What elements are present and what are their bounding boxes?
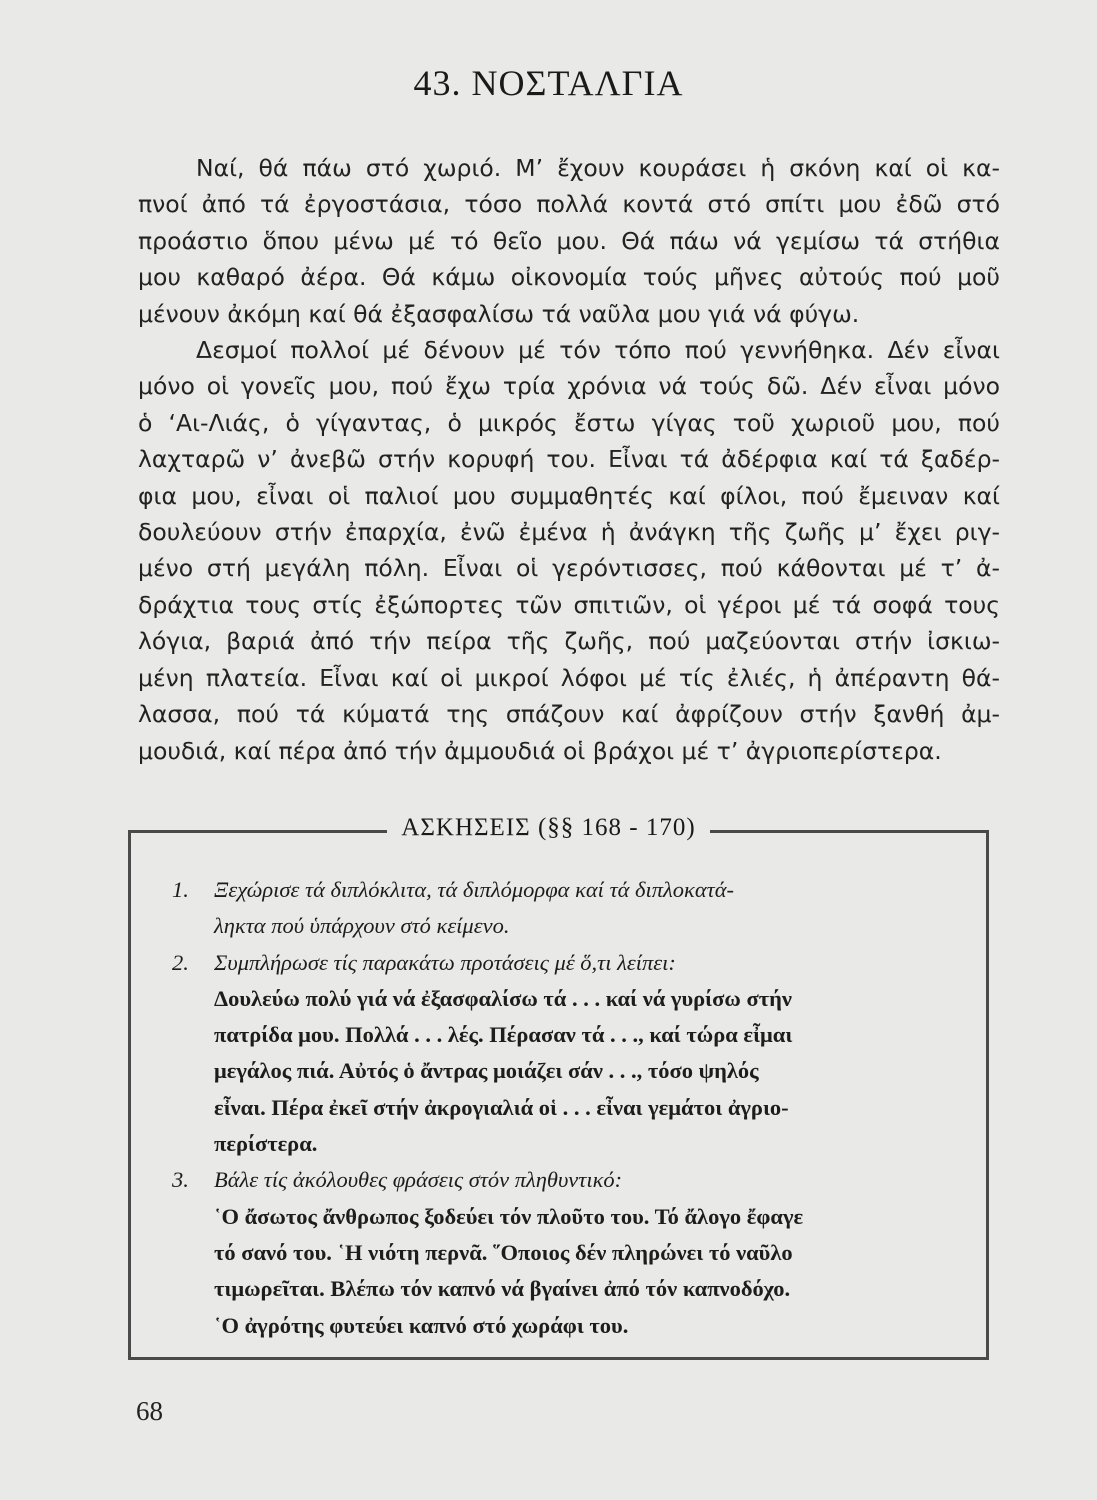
- exercise-text-line: τό σανό του. ῾Η νιότη περνᾶ. ῞Οποιος δέν πληρώνει τό ναῦλο: [214, 1239, 793, 1265]
- body-line: μένη πλατεία. Εἶναι καί οἱ μικροί λόφοι μέ τίς ἐλιές, ἡ ἀπέραντη θά-: [138, 663, 1000, 692]
- exercise-text-line: τιμωρεῖται. Βλέπω τόν καπνό νά βγαίνει ἀπό τόν καπνοδόχο.: [214, 1276, 791, 1302]
- exercise-item: [172, 872, 972, 945]
- body-line: μου καθαρό ἀέρα. Θά κάμω οἰκονομία τούς μῆνες αὐτούς πού μοῦ: [138, 263, 1000, 292]
- exercise-instruction-line: Βάλε τίς ἀκόλουθες φράσεις στόν πληθυντικό:: [214, 1167, 623, 1193]
- page-number: 68: [136, 1396, 163, 1426]
- body-line: λαχταρῶ ν’ ἀνεβῶ στήν κορυφή του. Εἶναι τά ἀδέρφια καί τά ξαδέρ-: [138, 445, 1000, 474]
- exercise-number: 3.: [172, 1167, 189, 1193]
- body-line: πνοί ἀπό τά ἐργοστάσια, τόσο πολλά κοντά στό σπίτι μου ἐδῶ στό: [138, 190, 1000, 219]
- exercise-text-line: πατρίδα μου. Πολλά . . . λές. Πέρασαν τά . . ., καί τώρα εἶμαι: [214, 1022, 793, 1048]
- exercise-instruction-line: Συμπλήρωσε τίς παρακάτω προτάσεις μέ ὅ,τι λείπει:: [214, 949, 676, 975]
- body-line: Δεσμοί πολλοί μέ δένουν μέ τόν τόπο πού γεννήθηκα. Δέν εἶναι: [196, 336, 1000, 365]
- body-line: μένο στή μεγάλη πόλη. Εἶναι οἱ γερόντισσες, πού κάθονται μέ τ’ ἀ-: [138, 554, 1000, 583]
- exercise-instruction-line: Ξεχώρισε τά διπλόκλιτα, τά διπλόμορφα καί τά διπλοκατά-: [214, 877, 734, 902]
- exercise-text-line: εἶναι. Πέρα ἐκεῖ στήν ἀκρογιαλιά οἱ . . . εἶναι γεμάτοι ἀγριο-: [214, 1094, 789, 1120]
- exercises-list: [172, 872, 972, 1344]
- exercise-text-line: μεγάλος πιά. Αὐτός ὁ ἄντρας μοιάζει σάν . . ., τόσο ψηλός: [214, 1058, 759, 1084]
- body-line: φια μου, εἶναι οἱ παλιοί μου συμμαθητές καί φίλοι, πού ἔμειναν καί: [138, 481, 1000, 510]
- exercise-text-line: ῾Ο ἄσωτος ἄνθρωπος ξοδεύει τόν πλοῦτο του. Τό ἄλογο ἔφαγε: [214, 1203, 804, 1229]
- exercise-number: 1.: [172, 877, 189, 902]
- chapter-title: 43. ΝΟΣΤΑΛΓΙΑ: [413, 63, 684, 103]
- exercise-text-line: ῾Ο ἀγρότης φυτεύει καπνό στό χωράφι του.: [214, 1312, 629, 1338]
- body-line: Ναί, θά πάω στό χωριό. Μ’ ἔχουν κουράσει ἡ σκόνη καί οἱ κα-: [196, 154, 1000, 182]
- exercise-item: [172, 945, 972, 1163]
- exercises-heading: ΑΣΚΗΣΕΙΣ (§§ 168 - 170): [387, 814, 709, 842]
- exercise-instruction-line: ληκτα πού ὑπάρχουν στό κείμενο.: [214, 913, 510, 939]
- body-line: λόγια, βαριά ἀπό τήν πείρα τῆς ζωῆς, πού μαζεύονται στήν ἰσκιω-: [138, 627, 1000, 656]
- chapter-body-text: [138, 150, 1000, 769]
- body-line: μουδιά, καί πέρα ἀπό τήν ἀμμουδιά οἱ βράχοι μέ τ’ ἀγριοπερίστερα.: [138, 736, 942, 765]
- body-line: δουλεύουν στήν ἐπαρχία, ἐνῶ ἐμένα ἡ ἀνάγκη τῆς ζωῆς μ’ ἔχει ριγ-: [138, 518, 1000, 547]
- exercise-item: [172, 1162, 972, 1343]
- exercise-number: 2.: [172, 949, 189, 975]
- exercise-text-line: Δουλεύω πολύ γιά νά ἐξασφαλίσω τά . . . καί νά γυρίσω στήν: [214, 985, 792, 1011]
- body-line: μόνο οἱ γονεῖς μου, πού ἔχω τρία χρόνια νά τούς δῶ. Δέν εἶναι μόνο: [138, 372, 1000, 401]
- exercises-heading-wrap: [0, 814, 1097, 842]
- body-line: μένουν ἀκόμη καί θά ἐξασφαλίσω τά ναῦλα μου γιά νά φύγω.: [138, 299, 860, 328]
- body-line: προάστιο ὅπου μένω μέ τό θεῖο μου. Θά πάω νά γεμίσω τά στήθια: [138, 226, 1000, 255]
- body-line: λασσα, πού τά κύματά της σπάζουν καί ἀφρίζουν στήν ξανθή ἀμ-: [138, 700, 1000, 729]
- body-line: δράχτια τους στίς ἐξώπορτες τῶν σπιτιῶν, οἱ γέροι μέ τά σοφά τους: [138, 590, 1000, 619]
- exercise-text-line: περίστερα.: [214, 1131, 318, 1157]
- body-line: ὁ ‘Αι-Λιάς, ὁ γίγαντας, ὁ μικρός ἔστω γίγας τοῦ χωριοῦ μου, πού: [138, 408, 1000, 437]
